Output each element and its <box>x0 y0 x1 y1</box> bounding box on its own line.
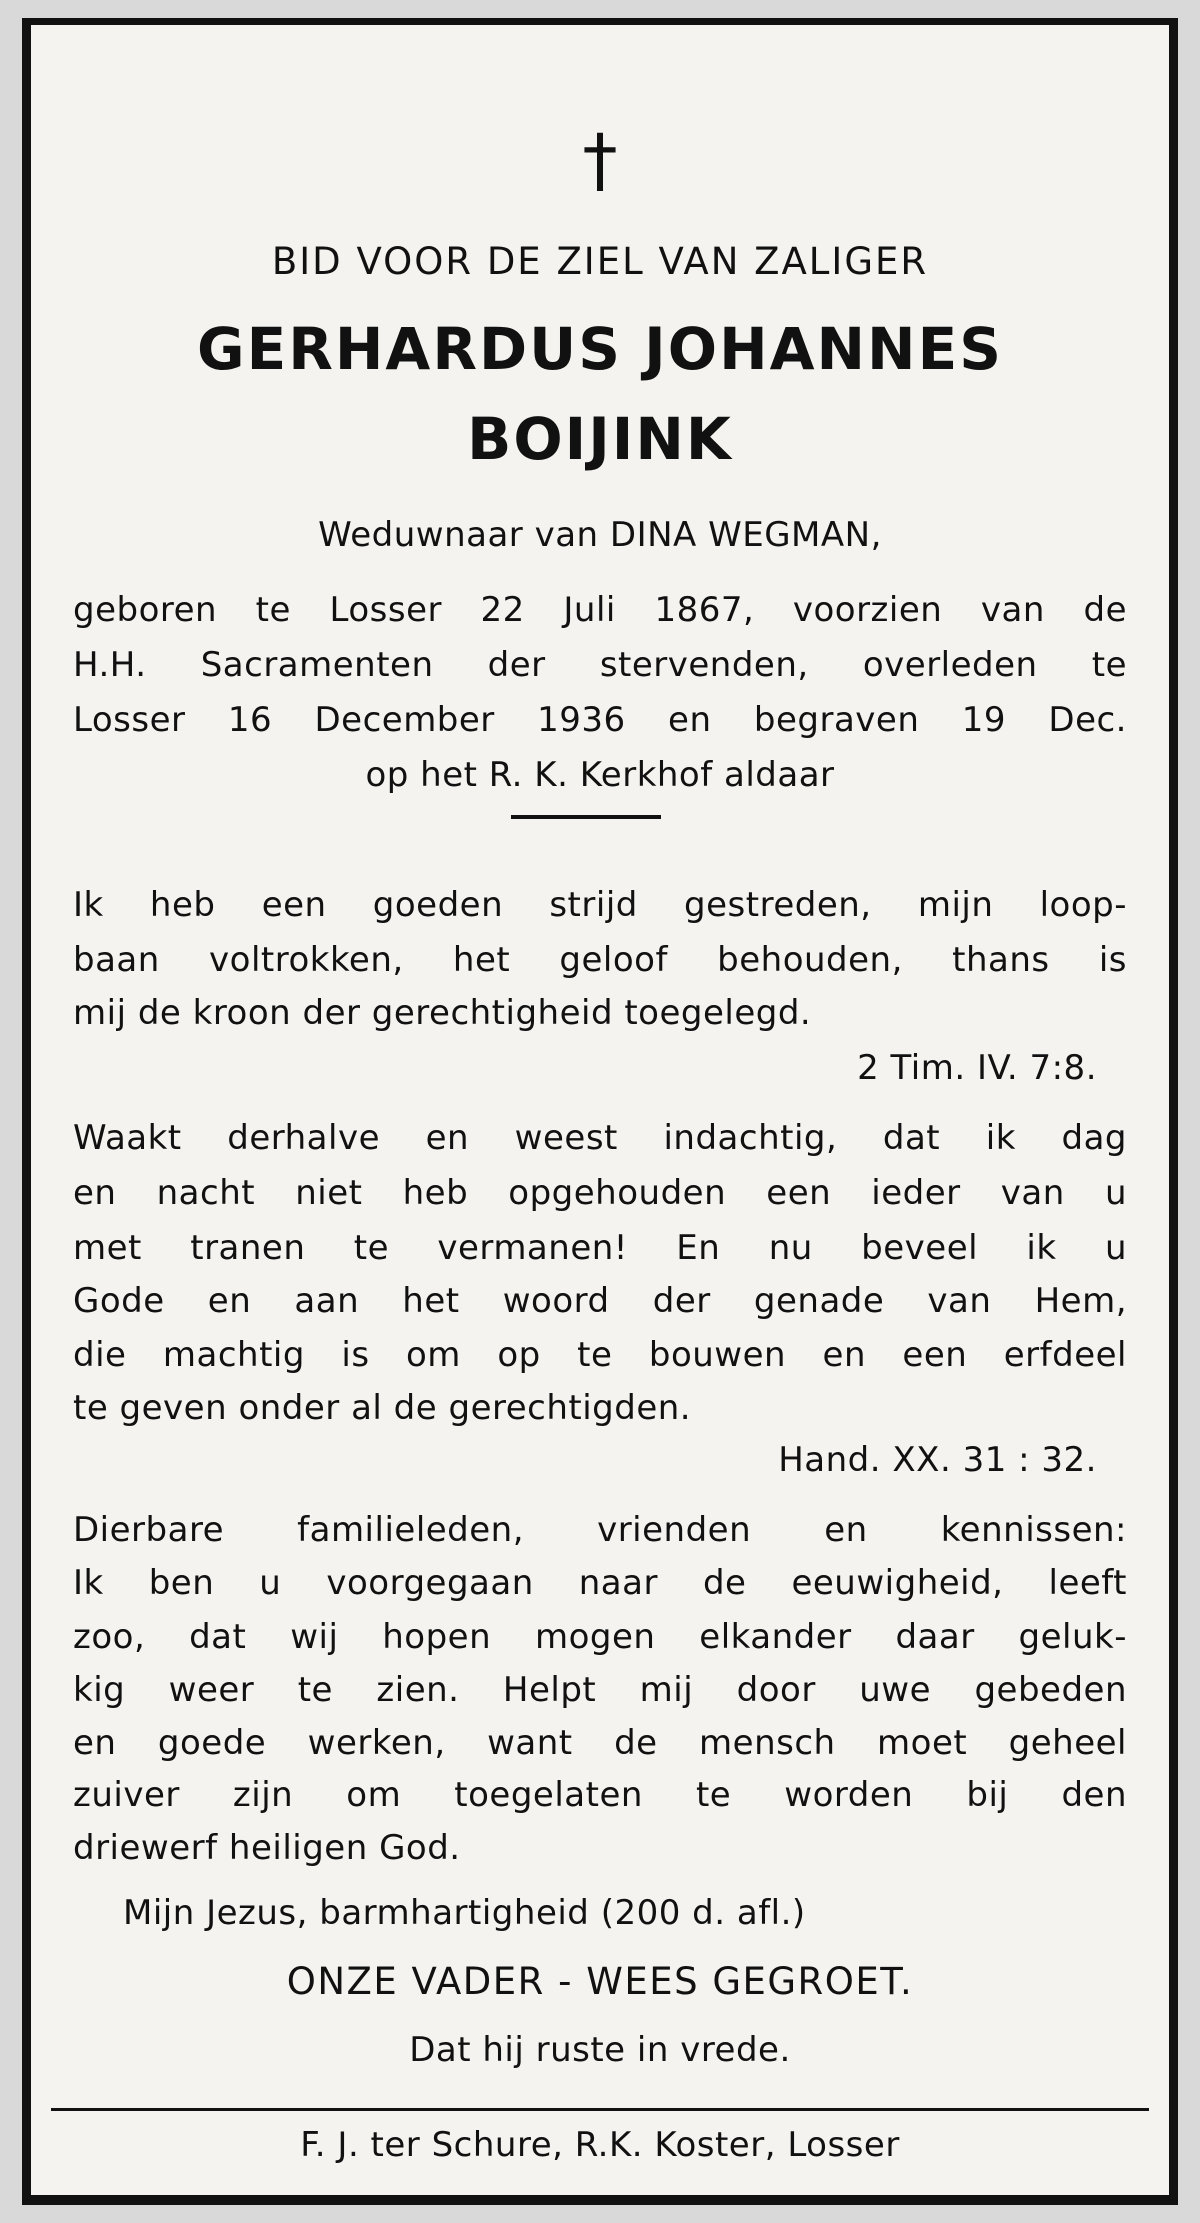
message-line: Dierbare familieleden, vrienden en kennissen: <box>73 1510 1127 1550</box>
verse1-line: mij de kroon der gerechtigheid toegelegd. <box>73 993 812 1033</box>
prayers-line: ONZE VADER - WEES GEGROET. <box>286 1960 914 2003</box>
verse1-line: baan voltrokken, het geloof behouden, thans is <box>73 940 1127 980</box>
cross-icon: † <box>582 119 618 201</box>
bio-line: op het R. K. Kerkhof aldaar <box>365 755 835 795</box>
bio-line: geboren te Losser 22 Juli 1867, voorzien van de <box>73 590 1127 630</box>
message-line: zoo, dat wij hopen mogen elkander daar geluk- <box>73 1617 1127 1657</box>
bio-line: Losser 16 December 1936 en begraven 19 Dec. <box>73 700 1127 740</box>
indulgence-prayer: Mijn Jezus, barmhartigheid (200 d. afl.) <box>123 1893 806 1933</box>
verse2-line: en nacht niet heb opgehouden een ieder van u <box>73 1173 1127 1213</box>
rest-in-peace: Dat hij ruste in vrede. <box>409 2030 791 2070</box>
verse2-line: met tranen te vermanen! En nu beveel ik u <box>73 1228 1127 1268</box>
verse2-line: Gode en aan het woord der genade van Hem, <box>73 1281 1127 1321</box>
message-line: kig weer te zien. Helpt mij door uwe gebeden <box>73 1670 1127 1710</box>
verse2-line: die machtig is om op te bouwen en een erfdeel <box>73 1335 1127 1375</box>
message-line: Ik ben u voorgegaan naar de eeuwigheid, leeft <box>73 1563 1127 1603</box>
verse2-line: Waakt derhalve en weest indachtig, dat ik dag <box>73 1118 1127 1158</box>
deceased-name-line2: BOIJINK <box>467 405 733 473</box>
message-line: driewerf heiligen God. <box>73 1828 461 1868</box>
widower-line: Weduwnaar van DINA WEGMAN, <box>318 515 882 555</box>
deceased-name-line1: GERHARDUS JOHANNES <box>197 315 1003 383</box>
memorial-card <box>22 18 1178 2205</box>
separator-long <box>51 2108 1149 2111</box>
message-line: en goede werken, want de mensch moet geheel <box>73 1723 1127 1763</box>
intro-line: BID VOOR DE ZIEL VAN ZALIGER <box>271 240 929 283</box>
printer-credit: F. J. ter Schure, R.K. Koster, Losser <box>300 2125 900 2165</box>
separator-short <box>511 815 661 819</box>
verse1-reference: 2 Tim. IV. 7:8. <box>857 1048 1097 1088</box>
message-line: zuiver zijn om toegelaten te worden bij den <box>73 1775 1127 1815</box>
verse2-line: te geven onder al de gerechtigden. <box>73 1388 692 1428</box>
verse1-line: Ik heb een goeden strijd gestreden, mijn loop- <box>73 885 1127 925</box>
bio-line: H.H. Sacramenten der stervenden, overleden te <box>73 645 1127 685</box>
verse2-reference: Hand. XX. 31 : 32. <box>778 1440 1097 1480</box>
